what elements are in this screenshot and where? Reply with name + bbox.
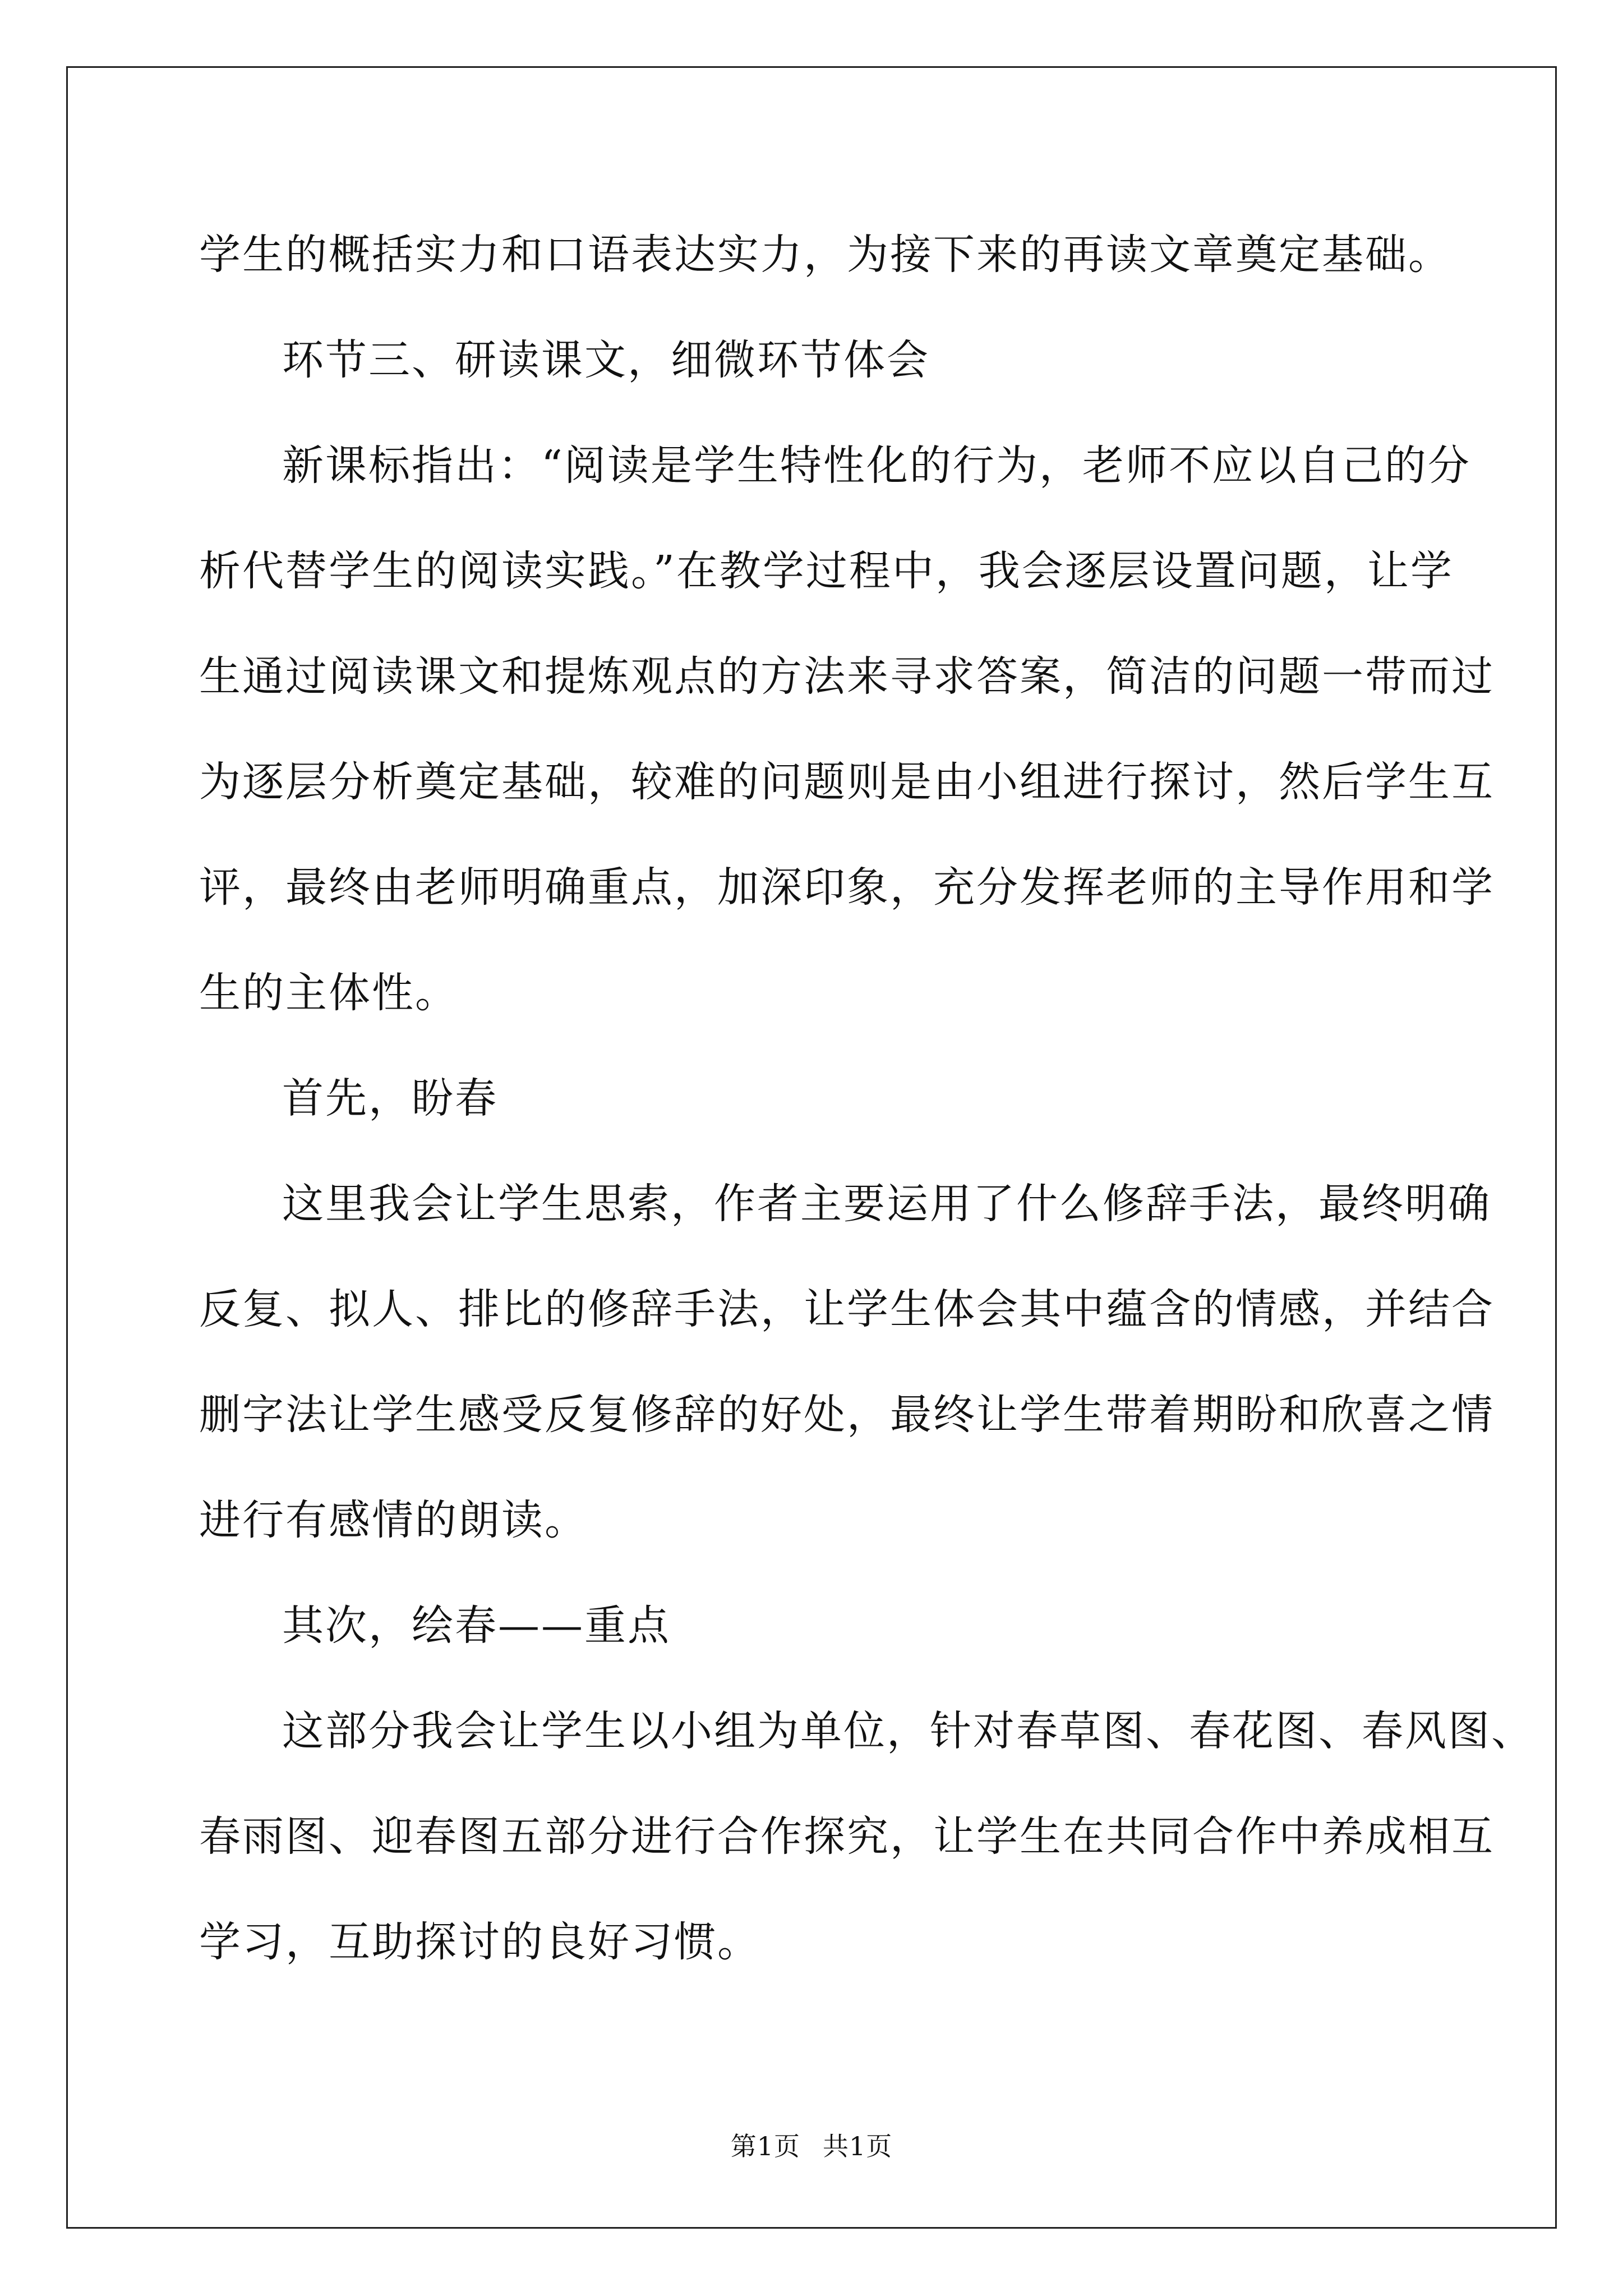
text-line-17: 学习，互助探讨的良好习惯。	[199, 1918, 760, 1966]
text-line-1: 学生的概括实力和口语表达实力，为接下来的再读文章奠定基础。	[199, 231, 1451, 279]
text-line-16: 春雨图、迎春图五部分进行合作探究，让学生在共同合作中养成相互	[199, 1812, 1495, 1861]
subheading-first: 首先，盼春	[282, 1074, 498, 1122]
text-line-4: 析代替学生的阅读实践。”在教学过程中，我会逐层设置问题，让学	[199, 547, 1454, 595]
text-line-3: 新课标指出：“阅读是学生特性化的行为，老师不应以自己的分	[282, 441, 1471, 490]
subheading-second: 其次，绘春——重点	[282, 1602, 671, 1650]
text-line-7: 评，最终由老师明确重点，加深印象，充分发挥老师的主导作用和学	[199, 863, 1495, 912]
page-number: 第1页	[730, 2131, 800, 2161]
page-footer	[0, 2126, 1623, 2163]
text-line-5: 生通过阅读课文和提炼观点的方法来寻求答案，简洁的问题一带而过	[199, 652, 1495, 701]
text-line-11: 反复、拟人、排比的修辞手法，让学生体会其中蕴含的情感，并结合	[199, 1285, 1495, 1333]
section-heading-step-three: 环节三、研读课文，细微环节体会	[282, 336, 930, 384]
page-total: 共1页	[823, 2131, 893, 2161]
document-body	[199, 202, 1534, 1995]
text-line-8: 生的主体性。	[199, 969, 458, 1017]
text-line-13: 进行有感情的朗读。	[199, 1496, 588, 1544]
text-line-12: 删字法让学生感受反复修辞的好处，最终让学生带着期盼和欣喜之情	[199, 1391, 1495, 1439]
text-line-10: 这里我会让学生思索，作者主要运用了什么修辞手法，最终明确	[282, 1180, 1491, 1228]
text-line-6: 为逐层分析奠定基础，较难的问题则是由小组进行探讨，然后学生互	[199, 758, 1495, 806]
text-line-15: 这部分我会让学生以小组为单位，针对春草图、春花图、春风图、	[282, 1707, 1534, 1755]
